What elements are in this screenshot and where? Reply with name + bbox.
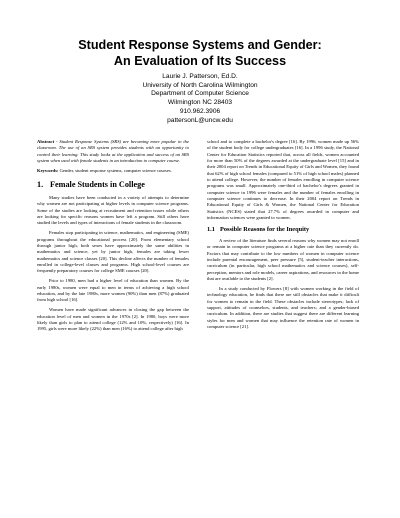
right-column: [207, 139, 359, 334]
author-phone: 910.962.3906: [179, 107, 221, 115]
section-1-paragraph: Many studies have been conducted in a variety of attempts to determine why women are not participating at higher levels in computer science programs. Some of the studies are looking at recruitment and retention issues while others are looking for specific reasons women have left a program. Still others have studied the levels and types of interactions of female students in the classroom.: [37, 194, 189, 226]
section-1-1-title: Possible Reasons for the Inequity: [220, 226, 310, 234]
keywords: [37, 168, 189, 174]
section-1-1-number: 1.1: [207, 226, 215, 234]
abstract: [37, 139, 189, 164]
section-1-number: 1.: [37, 180, 44, 190]
title-line-2: An Evaluation of Its Success: [113, 53, 287, 68]
section-1-heading: [37, 180, 189, 190]
abstract-text: - Student Response Systems (SRS) are becoming more popular in the classroom. The use of an SRS system provides students with an opportunity to control their learning. This study looks at the application and success of an SRS system when used with female students in an introduction to computer course.: [37, 139, 189, 164]
author-address: Wilmington NC 28403: [167, 99, 233, 107]
section-1-title: Female Students in College: [50, 180, 145, 190]
title-line-1: Student Response Systems and Gender:: [78, 38, 322, 52]
section-1-paragraph: Prior to 1980, men had a higher level of education than women. By the early 1980s, women were equal to men in terms of achieving a high school education, and by the late 1980s, more women (90%) than men (87%) graduated from high school [16].: [37, 278, 189, 303]
section-1-paragraph-continued: school and to complete a bachelor's degree [16]. By 1996, women made up 56% of the student body for college undergraduates [16]. In a 1996 study, the National Center for Education Statistics reported that, across all fields, women accounted for more than 50% of the degrees awarded at the undergraduate level [15] and in their 2004 report on Trends in Educational Equity of Girls and Women, they found that 62% of high school females (compared to 51% of high school males) planned to attend college. However, the number of females enrolling in computer science programs was small. Approximately one-third of bachelor's degrees granted in computer science in 1996 were females and the number of females enrolling in computer science continues to decrease. In their 2004 report on Trends in Educational Equity of Girls & Women, the National Center for Education Statistics (NCES) stated that 27.7% of degrees awarded in computer and information sciences were granted to women.: [207, 139, 359, 221]
left-column: [37, 139, 189, 336]
section-1-1-paragraph: In a study conducted by Flowers [8] with women working in the field of technology education, he finds that there are still obstacles that make it difficult for women to remain in the field. These obstacles include stereotypes; lack of support, attitudes of counselors, students, and teachers; and a gender-biased curriculum. In addition, there are studies that suggest there are different learning styles for men and women that may influence the retention rate of women in computer science [21].: [207, 285, 359, 329]
paper-title: [40, 38, 360, 69]
author-affiliation: University of North Carolina Wilmington: [142, 81, 258, 89]
section-1-1-heading: [207, 226, 359, 234]
keywords-text: Gender, student response systems, computer science courses.: [58, 167, 172, 173]
section-1-1-paragraph: A review of the literature finds several reasons why women may not enroll or remain in computer science programs at a higher rate than they currently do. Factors that may contribute to the low numbers of women in computer science include parental encouragement, peer pressure [5], student-teacher interactions, curriculum (in particular, high school mathematics and science courses), self-perception, mentors and role models, career aspirations, and resources in the home that are available to the students [2].: [207, 237, 359, 281]
author-block: [90, 73, 310, 125]
author-name: Laurie J. Patterson, Ed.D.: [162, 73, 238, 80]
section-1-paragraph: Females stop participating in science, mathematics, and engineering (SME) programs throughout the educational process [20]. From elementary school through junior high, both sexes have approximately the same abilities in mathematics and science, yet by junior high, females are taking fewer mathematics and science classes [20]. This decline affects the number of females enrolled in college-level classes and programs. High school-level courses are frequently preparatory courses for college SME courses [20].: [37, 230, 189, 274]
author-department: Department of Computer Science: [151, 90, 249, 98]
section-1-paragraph: Women have made significant advances in closing the gap between the education level of men and women in the 1970s [2]. In 1980, boys were more likely than girls to plan to attend college (12% and 10%, respectively) [16]. In 1995, girls were more likely (22%) than men (16%) to attend college after high: [37, 307, 189, 332]
keywords-heading: Keywords:: [37, 167, 59, 173]
author-email: pattersonL@uncw.edu: [167, 116, 233, 124]
abstract-heading: Abstract: [37, 139, 55, 144]
